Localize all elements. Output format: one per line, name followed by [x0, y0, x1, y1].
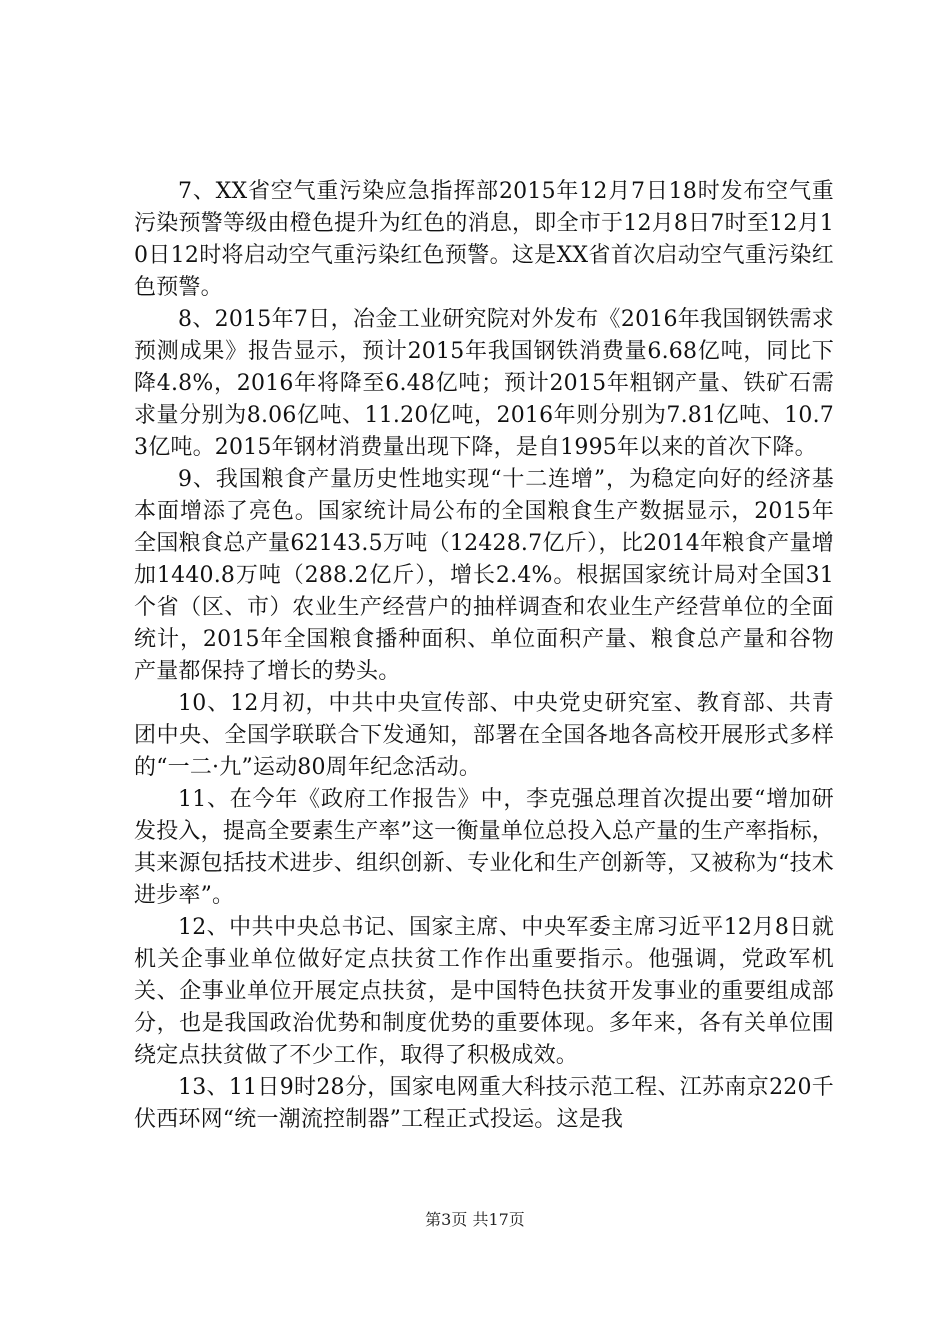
- paragraph-9: 9、我国粮食产量历史性地实现“十二连增”，为稳定向好的经济基本面增添了亮色。国家统计局公布的全国粮食生产数据显示，2015年全国粮食总产量62143.5万吨（12428.7亿斤），比2014年粮食产量增加1440.8万吨（288.2亿斤），增长2.4%。根据国家统计局对全国31个省（区、市）农业生产经营户的抽样调查和农业生产经营单位的全面统计，2015年全国粮食播种面积、单位面积产量、粮食总产量和谷物产量都保持了增长的势头。: [134, 467, 834, 684]
- paragraph-12: 12、中共中央总书记、国家主席、中央军委主席习近平12月8日就机关企事业单位做好定点扶贫工作作出重要指示。他强调，党政军机关、企事业单位开展定点扶贫，是中国特色扶贫开发事业的重要组成部分，也是我国政治优势和制度优势的重要体现。多年来，各有关单位围绕定点扶贫做了不少工作，取得了积极成效。: [134, 915, 834, 1068]
- page-footer: 第3页 共17页: [425, 1210, 525, 1229]
- document-body: [134, 176, 834, 1136]
- paragraph-10: 10、12月初，中共中央宣传部、中央党史研究室、教育部、共青团中央、全国学联联合下发通知，部署在全国各地各高校开展形式多样的“一二·九”运动80周年纪念活动。: [134, 691, 834, 780]
- paragraph-7: 7、XX省空气重污染应急指挥部2015年12月7日18时发布空气重污染预警等级由橙色提升为红色的消息，即全市于12月8日7时至12月10日12时将启动空气重污染红色预警。这是XX省首次启动空气重污染红色预警。: [134, 179, 834, 300]
- paragraph-11: 11、在今年《政府工作报告》中，李克强总理首次提出要“增加研发投入，提高全要素生产率”这一衡量单位总投入总产量的生产率指标，其来源包括技术进步、组织创新、专业化和生产创新等，又被称为“技术进步率”。: [134, 787, 834, 908]
- paragraph-8: 8、2015年7日，冶金工业研究院对外发布《2016年我国钢铁需求预测成果》报告显示，预计2015年我国钢铁消费量6.68亿吨，同比下降4.8%，2016年将降至6.48亿吨；预计2015年粗钢产量、铁矿石需求量分别为8.06亿吨、11.20亿吨，2016年则分别为7.81亿吨、10.73亿吨。2015年钢材消费量出现下降，是自1995年以来的首次下降。: [134, 307, 834, 460]
- paragraph-13: 13、11日9时28分，国家电网重大科技示范工程、江苏南京220千伏西环网“统一潮流控制器”工程正式投运。这是我: [134, 1075, 834, 1132]
